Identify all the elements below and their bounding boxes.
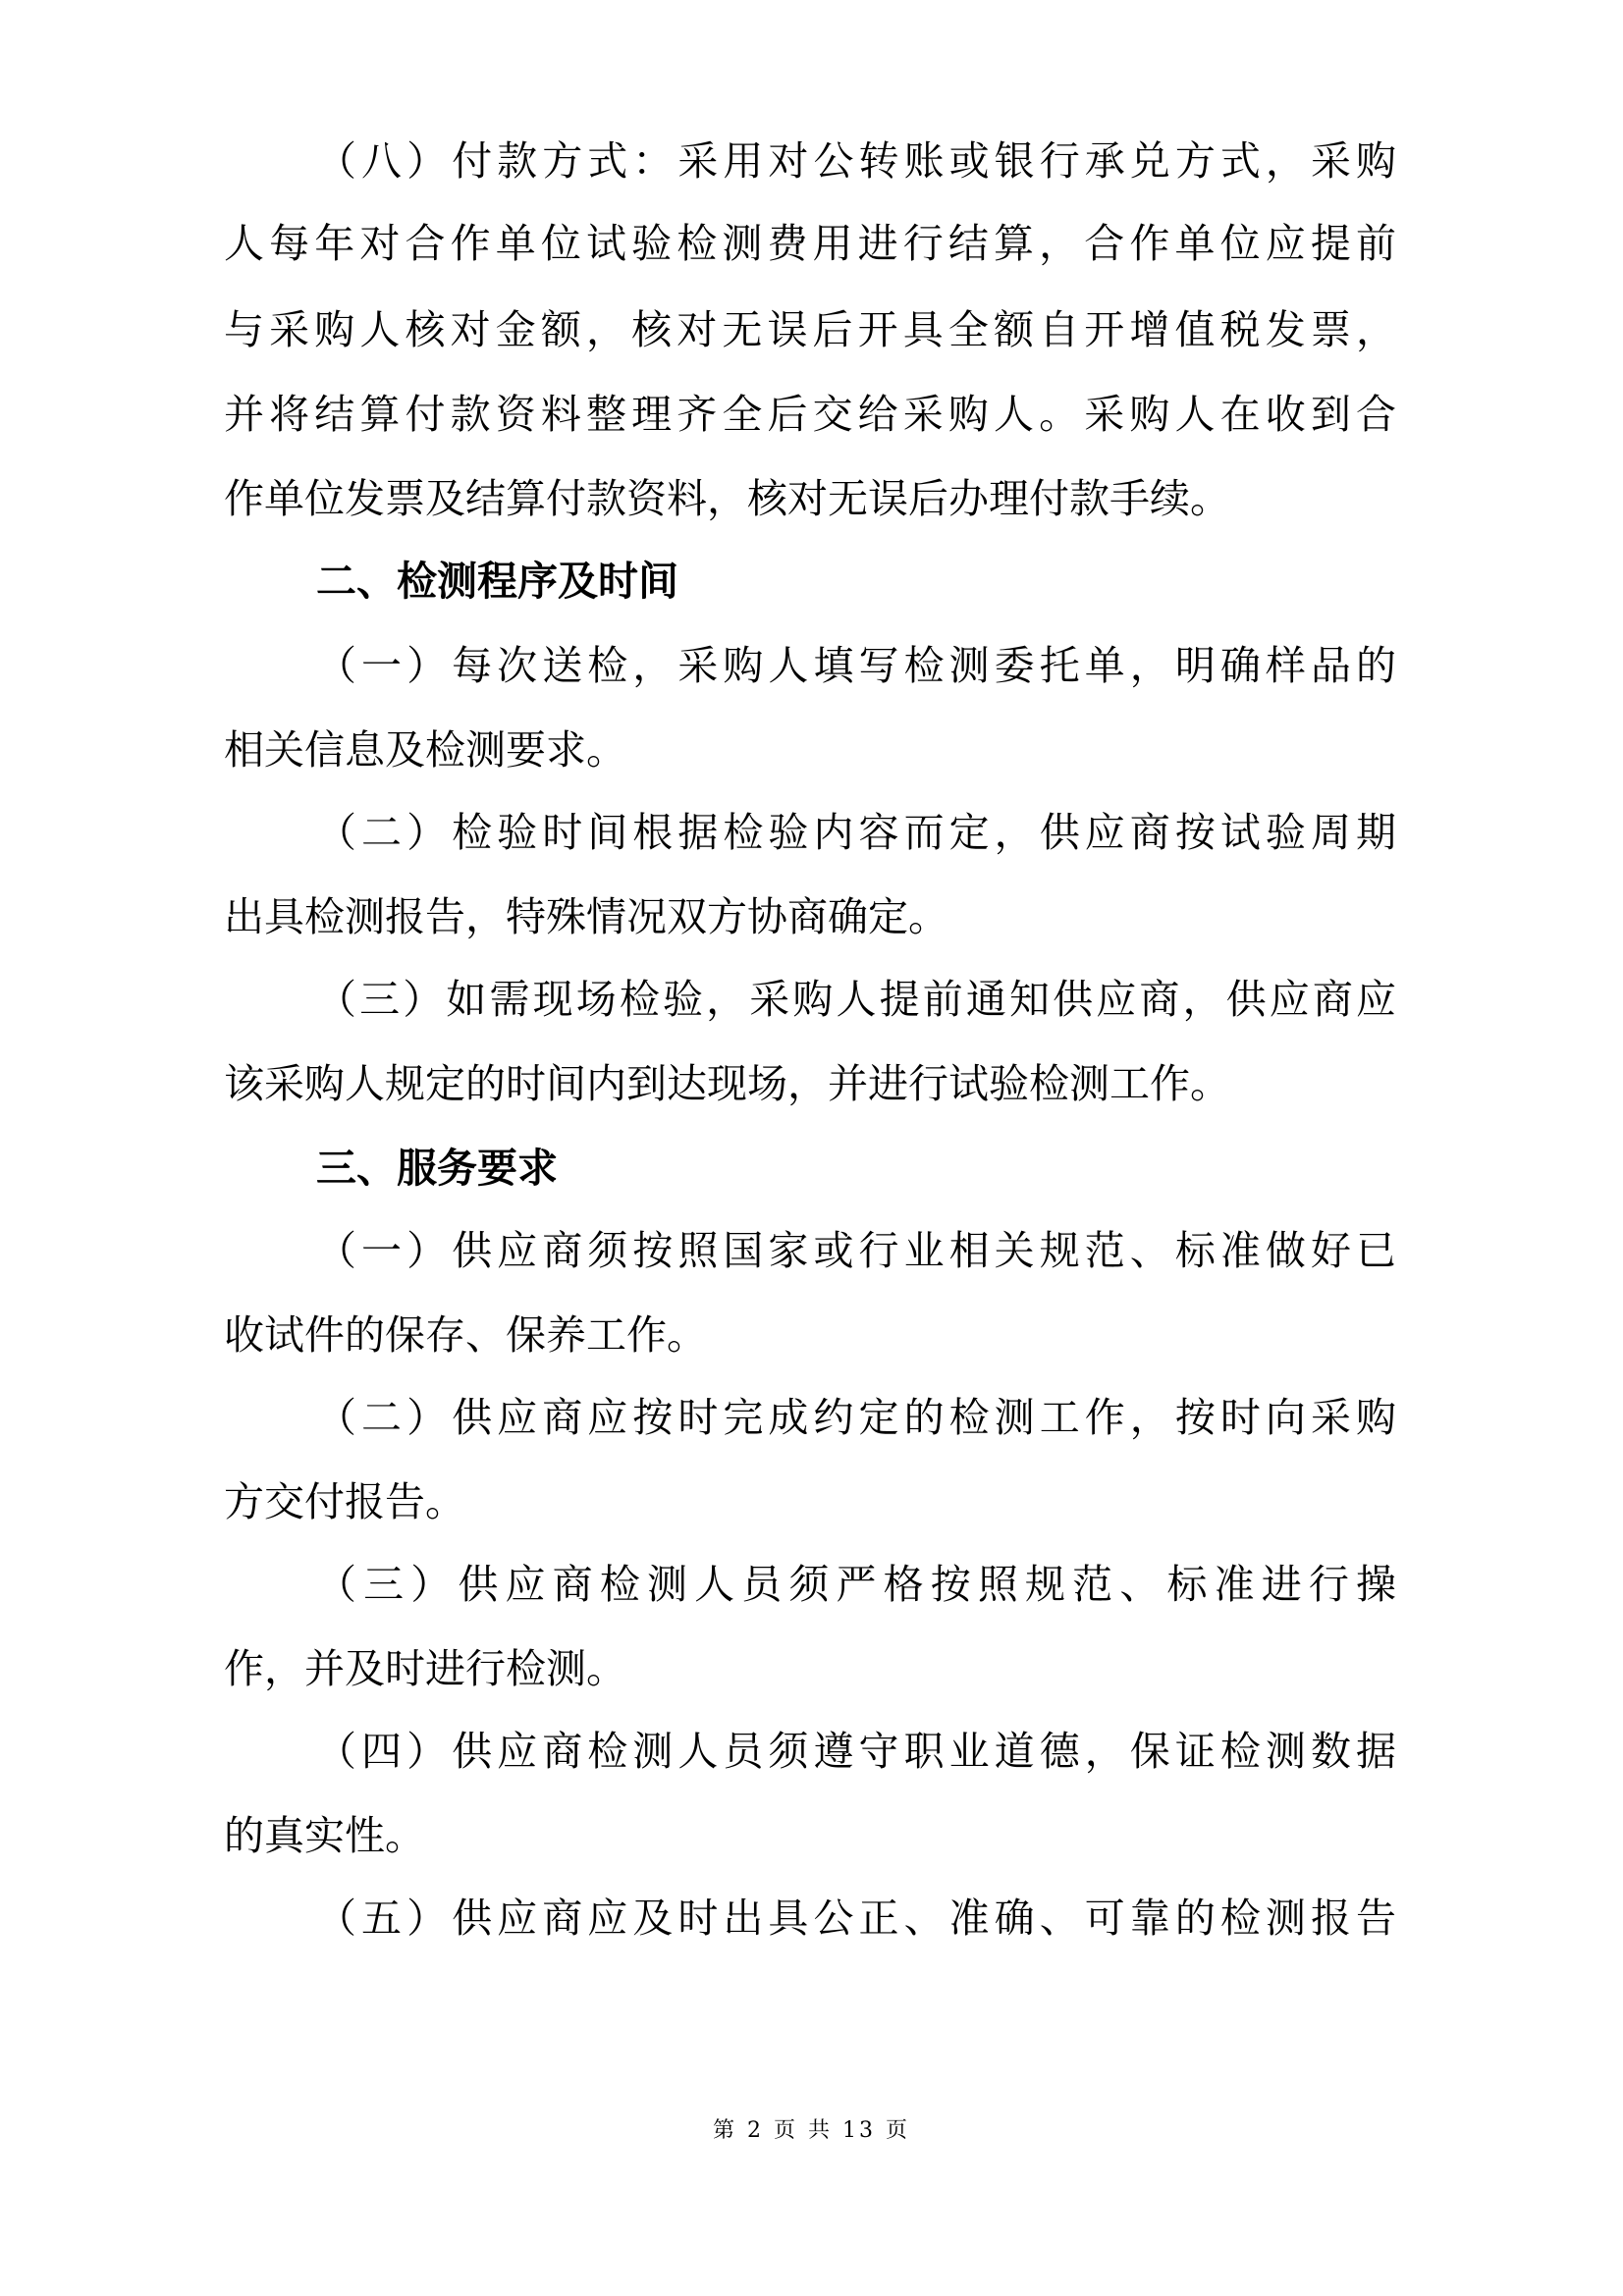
paragraph-line: 作单位发票及结算付款资料，核对无误后办理付款手续。 (224, 475, 1230, 522)
paragraph-line: 作，并及时进行检测。 (224, 1645, 626, 1692)
paragraph-line: （一）每次送检，采购人填写检测委托单，明确样品的 (316, 642, 1396, 689)
paragraph-line: （三）供应商检测人员须严格按照规范、标准进行操 (316, 1561, 1396, 1608)
paragraph-line: 的真实性。 (224, 1812, 425, 1859)
paragraph-line: （五）供应商应及时出具公正、准确、可靠的检测报告 (316, 1895, 1396, 1942)
paragraph-line: 并将结算付款资料整理齐全后交给采购人。采购人在收到合 (224, 391, 1396, 438)
paragraph-line: 相关信息及检测要求。 (224, 726, 626, 774)
paragraph-line: （四）供应商检测人员须遵守职业道德，保证检测数据 (316, 1728, 1396, 1775)
paragraph-line: 收试件的保存、保养工作。 (224, 1311, 707, 1359)
paragraph-line: （八）付款方式：采用对公转账或银行承兑方式，采购 (316, 137, 1396, 185)
section-heading: 二、检测程序及时间 (316, 558, 678, 605)
paragraph-line: 该采购人规定的时间内到达现场，并进行试验检测工作。 (224, 1060, 1230, 1107)
paragraph-line: 方交付报告。 (224, 1478, 465, 1525)
paragraph-line: （二）检验时间根据检验内容而定，供应商按试验周期 (316, 809, 1396, 856)
paragraph-line: （三）如需现场检验，采购人提前通知供应商，供应商应 (316, 976, 1396, 1023)
paragraph-line: 出具检测报告，特殊情况双方协商确定。 (224, 893, 948, 940)
paragraph-line: 人每年对合作单位试验检测费用进行结算，合作单位应提前 (224, 220, 1396, 267)
page-number-footer: 第 2 页 共 13 页 (713, 2118, 910, 2143)
paragraph-line: （二）供应商应按时完成约定的检测工作，按时向采购 (316, 1394, 1396, 1441)
paragraph-line: 与采购人核对金额，核对无误后开具全额自开增值税发票， (224, 306, 1396, 353)
section-heading: 三、服务要求 (316, 1145, 558, 1192)
paragraph-line: （一）供应商须按照国家或行业相关规范、标准做好已 (316, 1227, 1396, 1274)
